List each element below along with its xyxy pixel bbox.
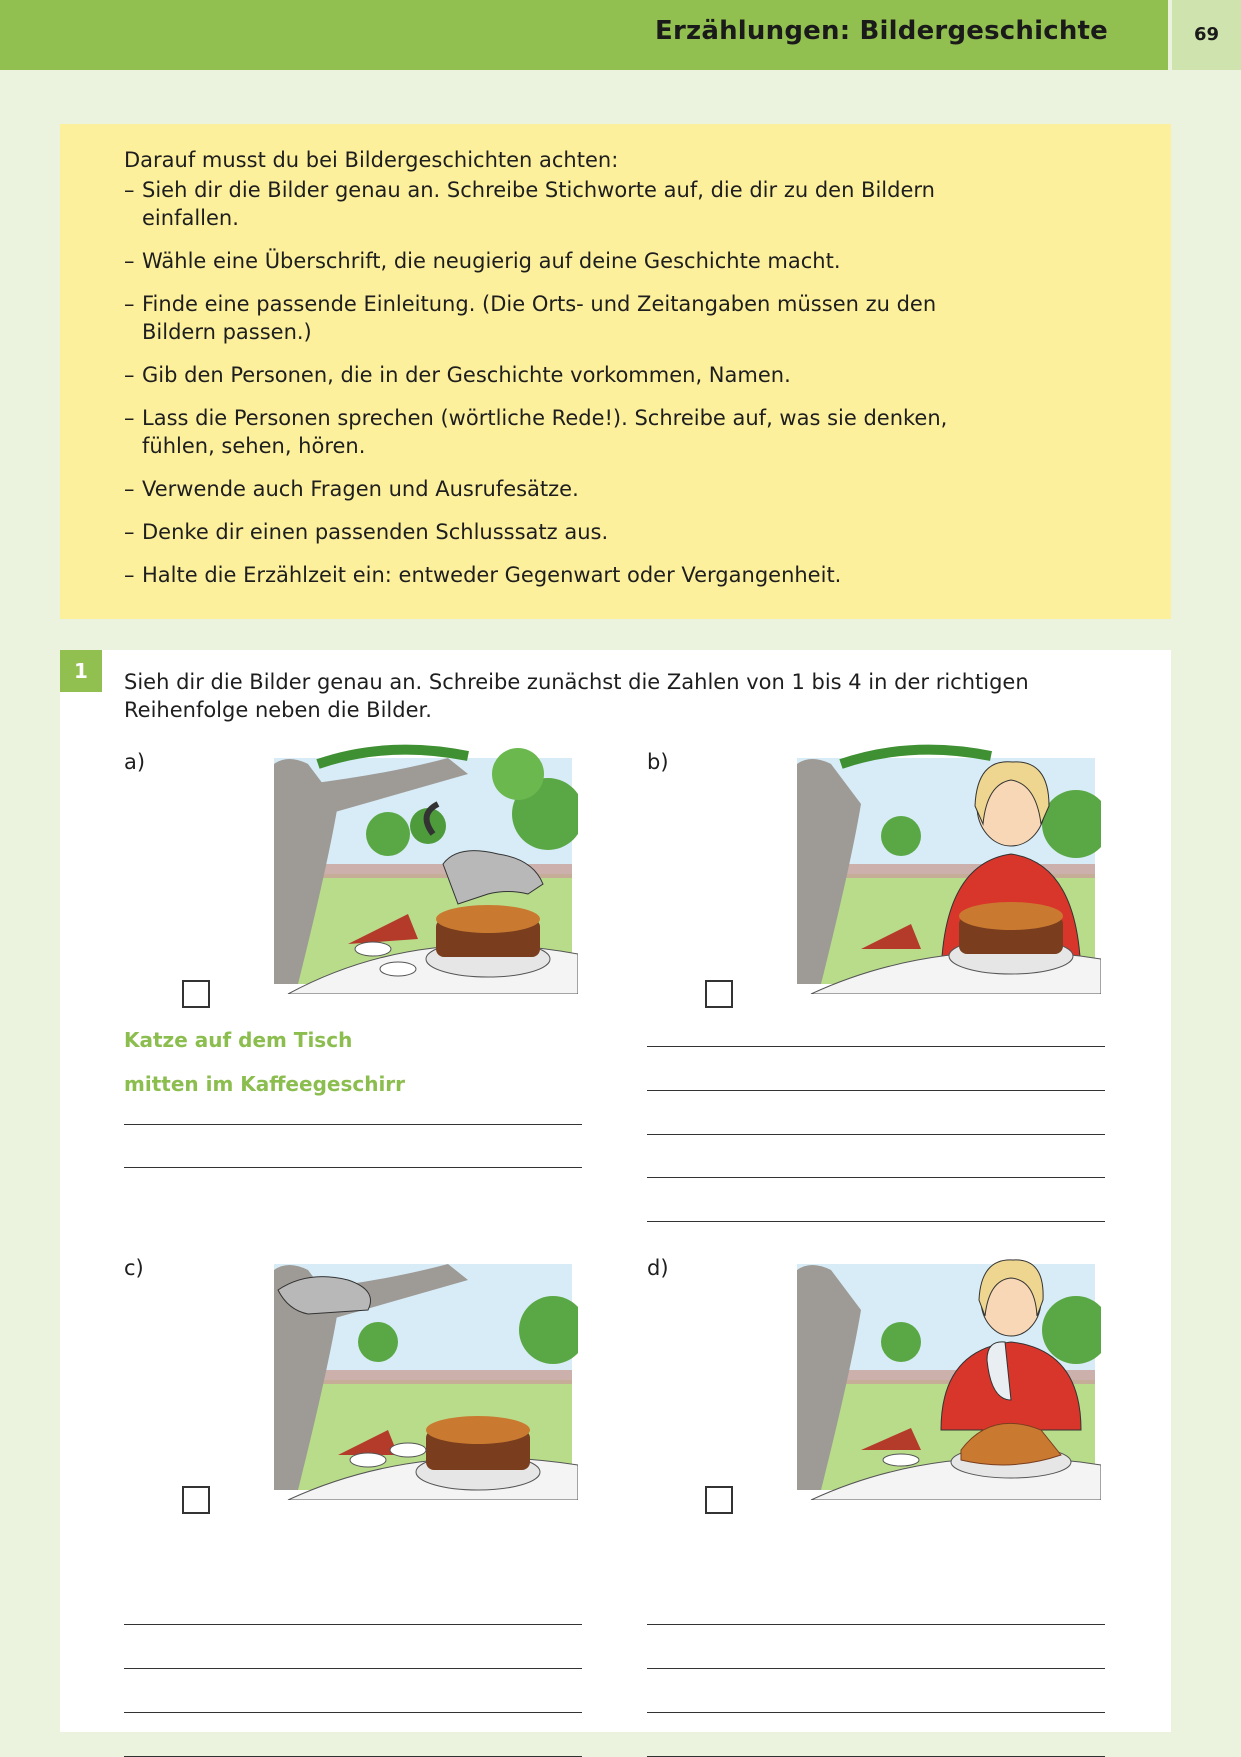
tips-list [124, 176, 1004, 604]
page-number: 69 [1193, 24, 1220, 45]
panel-b [647, 750, 1117, 1210]
tip-item: – Denke dir einen passenden Schlusssatz aus. [124, 518, 1004, 546]
writing-line[interactable] [647, 1090, 1105, 1091]
woman-with-cake-illustration [791, 744, 1101, 994]
panel-label: a) [124, 750, 146, 774]
tips-intro: Darauf musst du bei Bildergeschichten achten: [124, 148, 619, 172]
panel-c [124, 1256, 594, 1716]
order-checkbox-d[interactable] [705, 1486, 733, 1514]
task-instruction: Sieh dir die Bilder genau an. Schreibe zunächst die Zahlen von 1 bis 4 in der richtigen Reihenfolge neben die Bilder. [124, 670, 1029, 722]
panel-label: b) [647, 750, 669, 774]
cat-in-tree-illustration [268, 1250, 578, 1500]
woman-finds-ruined-cake-illustration [791, 1250, 1101, 1500]
writing-line[interactable] [124, 1124, 582, 1125]
writing-line[interactable] [647, 1046, 1105, 1047]
writing-line[interactable] [647, 1668, 1105, 1669]
cat-on-table-illustration [268, 744, 578, 994]
panel-label: d) [647, 1256, 669, 1280]
writing-line[interactable] [124, 1624, 582, 1625]
order-checkbox-c[interactable] [182, 1486, 210, 1514]
page-title: Erzählungen: Bildergeschichte [655, 16, 1108, 46]
writing-line[interactable] [647, 1712, 1105, 1713]
order-checkbox-b[interactable] [705, 980, 733, 1008]
writing-line[interactable] [647, 1177, 1105, 1178]
order-checkbox-a[interactable] [182, 980, 210, 1008]
tip-item: – Verwende auch Fragen und Ausrufesätze. [124, 475, 1004, 503]
tip-item: – Lass die Personen sprechen (wörtliche Rede!). Schreibe auf, was sie denken, fühlen, sehen, hören. [124, 404, 1004, 460]
note-line: Katze auf dem Tisch [124, 1028, 353, 1052]
tip-item: – Halte die Erzählzeit ein: entweder Gegenwart oder Vergangenheit. [124, 561, 1004, 589]
writing-line[interactable] [647, 1221, 1105, 1222]
note-line: mitten im Kaffeegeschirr [124, 1072, 406, 1096]
tip-item: – Wähle eine Überschrift, die neugierig auf deine Geschichte macht. [124, 247, 1004, 275]
tip-item: – Finde eine passende Einleitung. (Die Orts- und Zeitangaben müssen zu den Bildern passen.) [124, 290, 1004, 346]
writing-line[interactable] [124, 1167, 582, 1168]
header-bar [0, 0, 1168, 70]
page-number-box [1172, 0, 1241, 70]
task-box [60, 650, 1171, 1732]
panel-a [124, 750, 594, 1210]
tips-box [60, 124, 1171, 619]
panel-label: c) [124, 1256, 144, 1280]
task-number: 1 [60, 650, 102, 692]
writing-line[interactable] [124, 1712, 582, 1713]
writing-line[interactable] [647, 1624, 1105, 1625]
tip-item: – Gib den Personen, die in der Geschichte vorkommen, Namen. [124, 361, 1004, 389]
panel-d [647, 1256, 1117, 1716]
writing-line[interactable] [647, 1134, 1105, 1135]
tip-item: – Sieh dir die Bilder genau an. Schreibe Stichworte auf, die dir zu den Bildern einfallen. [124, 176, 1004, 232]
writing-line[interactable] [124, 1668, 582, 1669]
